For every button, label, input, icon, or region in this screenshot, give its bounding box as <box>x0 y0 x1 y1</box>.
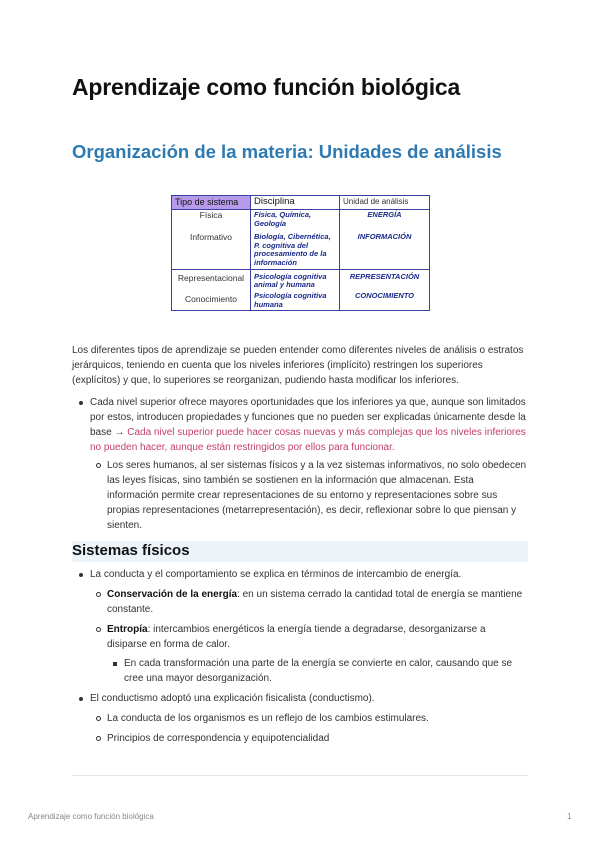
list-item <box>107 587 528 617</box>
table-header-row <box>172 196 430 210</box>
cell-disciplina: Psicología cognitiva animal y humana <box>251 269 340 291</box>
highlighted-text: Cada nivel superior puede hacer cosas nuevas y más complejas que los niveles inferiores no pueden hacer, aunque están restringidos por ellos para funcionar. <box>90 427 526 453</box>
cell-tipo: Informativo <box>172 229 251 269</box>
footer-title: Aprendizaje como función biológica <box>28 812 154 821</box>
term-conservacion: Conservación de la energía <box>107 589 238 600</box>
section-title: Sistemas físicos <box>72 542 190 559</box>
bullet-text: Cada nivel superior ofrece mayores oportunidades que los inferiores ya que, aunque son limitados por estos, introducen propiedades y funciones que no pueden ser explicadas únicamente desde la base → <box>90 397 526 438</box>
cell-disciplina: Biología, Cibernética, P. cognitiva del procesamiento de la información <box>251 229 340 269</box>
cell-tipo: Conocimiento <box>172 291 251 311</box>
list-item: El conductismo adoptó una explicación fisicalista (conductismo). <box>90 691 526 706</box>
section-header <box>72 541 528 562</box>
list-item: La conducta de los organismos es un reflejo de los cambios estimulares. <box>107 711 528 726</box>
cell-tipo: Física <box>172 209 251 229</box>
intro-paragraph: Los diferentes tipos de aprendizaje se pueden entender como diferentes niveles de análisis o estratos jerárquicos, teniendo en cuenta que los niveles inferiores (implícito) restringen los superiores (explícitos) y que, lo superiores se reorganizan, pudiendo hasta modificar los inferiores. <box>72 345 524 386</box>
header-disciplina: Disciplina <box>251 196 340 210</box>
page-number: 1 <box>567 812 572 821</box>
header-tipo: Tipo de sistema <box>172 196 251 210</box>
divider <box>72 775 528 776</box>
list-item <box>90 395 526 455</box>
analysis-units-table <box>171 195 430 311</box>
list-item: En cada transformación una parte de la energía se convierte en calor, causando que se cree una mayor desorganización. <box>124 656 528 686</box>
page-title: Aprendizaje como función biológica <box>72 74 461 100</box>
cell-unidad: CONOCIMIENTO <box>340 291 430 311</box>
table-row <box>172 291 430 311</box>
list-item: La conducta y el comportamiento se explica en términos de intercambio de energía. <box>90 567 526 582</box>
definition-text: : intercambios energéticos la energía tiende a degradarse, desorganizarse a disiparse en forma de calor. <box>107 624 486 650</box>
cell-unidad: INFORMACIÓN <box>340 229 430 269</box>
cell-disciplina: Física, Química, Geología <box>251 209 340 229</box>
list-item: Principios de correspondencia y equipotencialidad <box>107 731 528 746</box>
table-row <box>172 209 430 229</box>
table-row <box>172 229 430 269</box>
cell-disciplina: Psicología cognitiva humana <box>251 291 340 311</box>
list-item: Los seres humanos, al ser sistemas físicos y a la vez sistemas informativos, no solo obedecen las leyes físicas, sino también se sostienen en la información que almacenan. Esta información permite crear representaciones de su entorno y representaciones sobre sus propias representaciones (metarrepresentación), es decir, reflexionar sobre lo que piensan y sienten. <box>107 460 527 531</box>
definition-text: : en un sistema cerrado la cantidad total de energía se mantiene constante. <box>107 589 523 615</box>
cell-unidad: ENERGÍA <box>340 209 430 229</box>
cell-unidad: REPRESENTACIÓN <box>340 269 430 291</box>
table-row <box>172 269 430 291</box>
term-entropia: Entropía <box>107 624 148 635</box>
cell-tipo: Representacional <box>172 269 251 291</box>
subtitle-heading: Organización de la materia: Unidades de análisis <box>72 141 502 162</box>
header-unidad: Unidad de análisis <box>340 196 430 210</box>
list-item <box>107 622 528 652</box>
